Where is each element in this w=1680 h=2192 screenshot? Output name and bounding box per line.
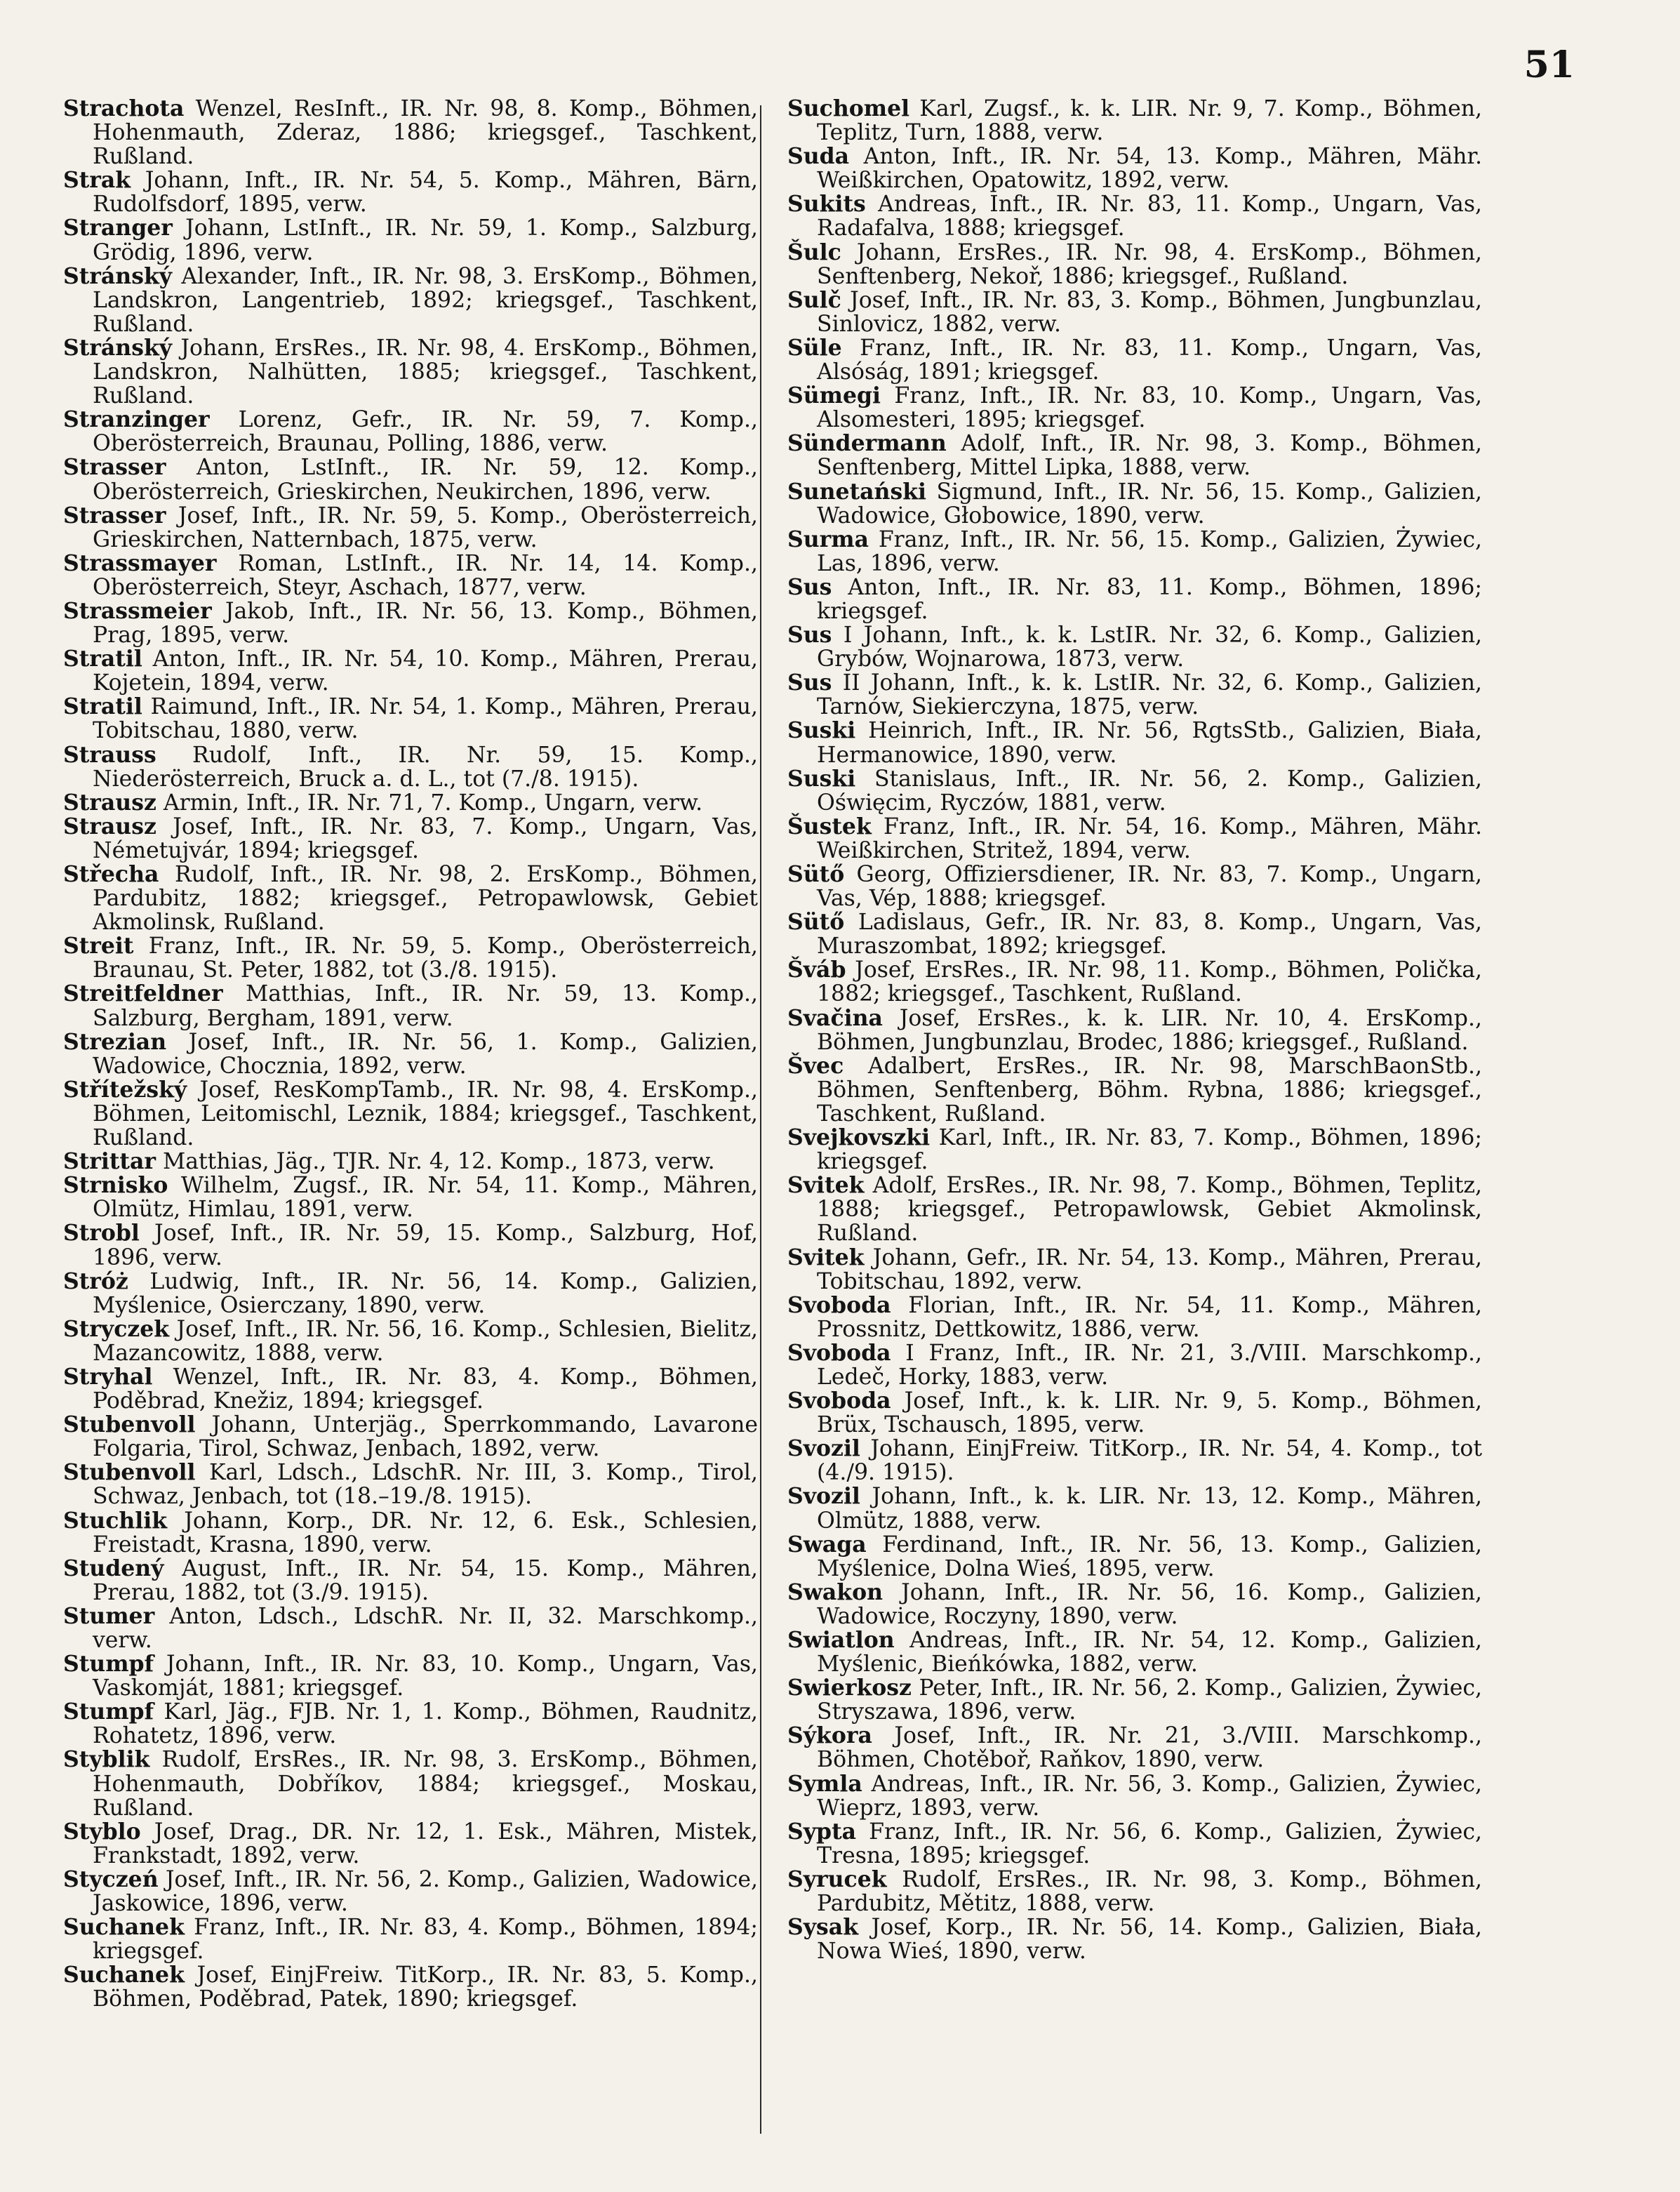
entry-details: Josef, Korp., IR. Nr. 56, 14. Komp., Galizien, Biała, Nowa Wieś, 1890, verw.	[817, 1915, 1482, 1965]
entry-surname: Stratil	[63, 646, 142, 672]
entry-details: Wenzel, Inft., IR. Nr. 83, 4. Komp., Böhmen, Poděbrad, Knežiz, 1894; kriegsgef.	[93, 1364, 758, 1414]
list-entry	[63, 1602, 758, 1653]
entry-surname: Stránský	[63, 263, 173, 289]
entry-details: Josef, Inft., IR. Nr. 83, 7. Komp., Ungarn, Vas, Németujvár, 1894; kriegsgef.	[93, 813, 758, 863]
list-entry	[63, 1030, 758, 1078]
list-entry	[787, 1915, 1482, 1963]
entry-surname: Studený	[63, 1555, 164, 1581]
entry-details: Ferdinand, Inft., IR. Nr. 56, 13. Komp., Galizien, Myślenice, Dolna Wieś, 1895, verw.	[817, 1532, 1482, 1581]
list-entry	[63, 1221, 758, 1269]
entry-surname: Strnisko	[63, 1172, 168, 1199]
list-entry	[63, 97, 758, 168]
list-entry	[787, 1054, 1482, 1126]
list-entry	[63, 1365, 758, 1413]
entry-details: Franz, Inft., IR. Nr. 83, 10. Komp., Ungarn, Vas, Alsomesteri, 1895; kriegsgef.	[817, 383, 1483, 433]
entry-surname: Stryczek	[63, 1315, 170, 1342]
entry-details: Rudolf, Inft., IR. Nr. 98, 2. ErsKomp., Böhmen, Pardubitz, 1882; kriegsgef., Petropawlowsk, Gebiet Akmolinsk, Rußland.	[93, 862, 758, 936]
entry-details: Armin, Inft., IR. Nr. 71, 7. Komp., Ungarn, verw.	[163, 790, 703, 816]
list-entry	[63, 695, 758, 743]
entry-details: Johann, Gefr., IR. Nr. 54, 13. Komp., Mähren, Prerau, Tobitschau, 1892, verw.	[817, 1244, 1482, 1294]
entry-details: Florian, Inft., IR. Nr. 54, 11. Komp., Mähren, Prossnitz, Dettkowitz, 1886, verw.	[817, 1292, 1483, 1342]
list-entry	[787, 1772, 1482, 1820]
entry-details: Anton, Inft., IR. Nr. 83, 11. Komp., Böhmen, 1896; kriegsgef.	[817, 574, 1483, 624]
list-entry	[787, 336, 1482, 384]
left-column	[63, 97, 758, 2012]
entry-details: Johann, Inft., k. k. LIR. Nr. 13, 12. Komp., Mähren, Olmütz, 1888, verw.	[817, 1484, 1482, 1534]
entry-surname: Svitek	[787, 1172, 865, 1199]
entry-surname: Sus	[787, 670, 832, 696]
entry-details: Josef, Inft., IR. Nr. 56, 16. Komp., Schlesien, Bielitz, Mazancowitz, 1888, verw.	[93, 1316, 759, 1366]
entry-details: August, Inft., IR. Nr. 54, 15. Komp., Mähren, Prerau, 1882, tot (3./9. 1915).	[93, 1555, 759, 1605]
column-divider	[760, 105, 761, 2134]
entry-details: Anton, Ldsch., LdschR. Nr. II, 32. Marschkomp., verw.	[93, 1603, 758, 1653]
entry-details: Johann, Inft., IR. Nr. 56, 16. Komp., Galizien, Wadowice, Roczyny, 1890, verw.	[817, 1579, 1482, 1629]
entry-surname: Styblik	[63, 1746, 150, 1773]
entry-surname: Svačina	[787, 1004, 883, 1031]
entry-surname: Strasser	[63, 454, 166, 481]
entry-surname: Stranzinger	[63, 406, 210, 433]
entry-details: Matthias, Inft., IR. Nr. 59, 13. Komp., Salzburg, Bergham, 1891, verw.	[93, 981, 759, 1031]
list-entry	[63, 1868, 758, 1915]
entry-details: Josef, Inft., k. k. LIR. Nr. 9, 5. Komp., Böhmen, Brüx, Tschausch, 1895, verw.	[817, 1388, 1482, 1438]
entry-details: Josef, EinjFreiw. TitKorp., IR. Nr. 83, 5. Komp., Böhmen, Poděbrad, Patek, 1890; kriegsgef.	[93, 1962, 758, 2012]
list-entry	[787, 767, 1482, 815]
list-entry	[787, 192, 1482, 240]
list-entry	[63, 934, 758, 982]
entry-details: Georg, Offiziersdiener, IR. Nr. 83, 7. Komp., Ungarn, Vas, Vép, 1888; kriegsgef.	[817, 862, 1483, 912]
list-entry	[63, 456, 758, 503]
entry-surname: Strassmeier	[63, 597, 212, 624]
entry-surname: Svozil	[787, 1483, 860, 1510]
entry-surname: Sus	[787, 573, 832, 600]
entry-details: Karl, Inft., IR. Nr. 83, 7. Komp., Böhmen, 1896; kriegsgef.	[817, 1125, 1482, 1175]
entry-details: Raimund, Inft., IR. Nr. 54, 1. Komp., Mähren, Prerau, Tobitschau, 1880, verw.	[93, 694, 759, 744]
entry-surname: Sus	[787, 622, 832, 649]
entry-details: Heinrich, Inft., IR. Nr. 56, RgtsStb., Galizien, Biała, Hermanowice, 1890, verw.	[817, 718, 1483, 768]
list-entry	[63, 1150, 758, 1174]
entry-surname: Sütő	[787, 861, 845, 887]
entry-surname: Svoboda	[787, 1291, 891, 1318]
list-entry	[787, 145, 1482, 192]
entry-details: Johann, Unterjäg., Sperrkommando, Lavarone Folgaria, Tirol, Schwaz, Jenbach, 1892, verw.	[93, 1412, 758, 1462]
entry-surname: Strasser	[63, 502, 166, 529]
entry-surname: Strausz	[63, 813, 156, 839]
entry-details: Rudolf, ErsRes., IR. Nr. 98, 3. Komp., Böhmen, Pardubitz, Mětitz, 1888, verw.	[817, 1866, 1482, 1917]
entry-surname: Stumpf	[63, 1699, 154, 1725]
list-entry	[63, 1078, 758, 1150]
list-entry	[787, 1628, 1482, 1676]
list-entry	[787, 1174, 1482, 1245]
entry-details: Josef, Inft., IR. Nr. 59, 15. Komp., Salzburg, Hof, 1896, verw.	[93, 1221, 758, 1270]
entry-details: Johann, Inft., IR. Nr. 83, 10. Komp., Ungarn, Vas, Vaskomját, 1881; kriegsgef.	[93, 1652, 759, 1701]
entry-details: Matthias, Jäg., TJR. Nr. 4, 12. Komp., 1873, verw.	[162, 1149, 715, 1175]
entry-surname: Strauss	[63, 741, 156, 768]
entry-surname: Styblo	[63, 1818, 141, 1845]
entry-details: II Johann, Inft., k. k. LstIR. Nr. 32, 6. Komp., Galizien, Tarnów, Siekierczyna, 1875, verw.	[817, 670, 1482, 720]
entry-surname: Svejkovszki	[787, 1124, 931, 1151]
list-entry	[63, 216, 758, 264]
list-entry	[787, 1724, 1482, 1772]
entry-surname: Suda	[787, 143, 850, 170]
list-entry	[787, 1533, 1482, 1581]
list-entry	[63, 1748, 758, 1819]
entry-details: Josef, ErsRes., IR. Nr. 98, 11. Komp., Böhmen, Polička, 1882; kriegsgef., Taschkent, Rußland.	[817, 957, 1482, 1007]
list-entry	[63, 265, 758, 336]
entry-details: Franz, Inft., IR. Nr. 83, 4. Komp., Böhmen, 1894; kriegsgef.	[93, 1915, 758, 1965]
entry-surname: Stuchlik	[63, 1507, 168, 1534]
list-entry	[63, 1509, 758, 1557]
entry-surname: Strausz	[63, 789, 156, 816]
entry-details: Johann, EinjFreiw. TitKorp., IR. Nr. 54, 4. Komp., tot (4./9. 1915).	[817, 1436, 1482, 1486]
entry-surname: Strachota	[63, 95, 185, 121]
list-entry	[63, 1174, 758, 1221]
entry-surname: Sukits	[787, 191, 866, 218]
entry-details: Josef, Inft., IR. Nr. 83, 3. Komp., Böhmen, Jungbunzlau, Sinlovicz, 1882, verw.	[817, 287, 1482, 337]
entry-surname: Suchanek	[63, 1962, 185, 1988]
list-entry	[787, 719, 1482, 766]
list-entry	[63, 1317, 758, 1365]
entry-details: Anton, Inft., IR. Nr. 54, 10. Komp., Mähren, Prerau, Kojetein, 1894, verw.	[93, 646, 758, 696]
entry-details: Andreas, Inft., IR. Nr. 56, 3. Komp., Galizien, Żywiec, Wieprz, 1893, verw.	[817, 1771, 1483, 1821]
list-entry	[787, 1004, 1482, 1055]
list-entry	[787, 480, 1482, 528]
list-entry	[63, 1963, 758, 2011]
list-entry	[63, 863, 758, 934]
entry-surname: Stubenvoll	[63, 1411, 196, 1438]
entry-surname: Střítežský	[63, 1076, 187, 1103]
entry-surname: Svozil	[787, 1435, 860, 1462]
list-entry	[787, 1581, 1482, 1628]
entry-details: Andreas, Inft., IR. Nr. 54, 12. Komp., Galizien, Myślenic, Bieńkówka, 1882, verw.	[817, 1628, 1482, 1678]
entry-surname: Stubenvoll	[63, 1459, 196, 1486]
entry-surname: Svoboda	[787, 1339, 891, 1366]
entry-surname: Sypta	[787, 1818, 857, 1845]
entry-surname: Suchanek	[63, 1914, 185, 1941]
list-entry	[787, 623, 1482, 671]
entry-details: Ladislaus, Gefr., IR. Nr. 83, 8. Komp., Ungarn, Vas, Muraszombat, 1892; kriegsgef.	[817, 910, 1482, 959]
entry-surname: Swiatlon	[787, 1627, 895, 1653]
entry-details: Stanislaus, Inft., IR. Nr. 56, 2. Komp., Galizien, Oświęcim, Ryczów, 1881, verw.	[817, 766, 1482, 816]
list-entry	[787, 1246, 1482, 1294]
entry-details: Johann, Korp., DR. Nr. 12, 6. Esk., Schlesien, Freistadt, Krasna, 1890, verw.	[93, 1508, 758, 1557]
entry-surname: Strobl	[63, 1220, 140, 1247]
entry-details: Adolf, Inft., IR. Nr. 98, 3. Komp., Böhmen, Senftenberg, Mittel Lipka, 1888, verw.	[817, 431, 1482, 481]
entry-details: Alexander, Inft., IR. Nr. 98, 3. ErsKomp., Böhmen, Landskron, Langentrieb, 1892; kriegsgef., Taschkent, Rußland.	[93, 263, 758, 337]
list-entry	[787, 910, 1482, 958]
entry-surname: Sümegi	[787, 383, 881, 409]
entry-surname: Symla	[787, 1770, 862, 1797]
entry-surname: Surma	[787, 526, 869, 552]
entry-surname: Šustek	[787, 813, 872, 839]
entry-surname: Sunetański	[787, 478, 926, 505]
entry-surname: Stránský	[63, 334, 173, 361]
entry-surname: Svoboda	[787, 1388, 891, 1414]
list-entry	[787, 1291, 1483, 1342]
entry-details: Johann, ErsRes., IR. Nr. 98, 4. ErsKomp., Böhmen, Landskron, Nalhütten, 1885; kriegsgef., Taschkent, Rußland.	[93, 335, 759, 409]
entry-surname: Suski	[787, 717, 856, 744]
list-entry	[787, 1676, 1482, 1724]
entry-surname: Stryhal	[63, 1363, 153, 1390]
entry-surname: Sütő	[787, 909, 845, 936]
list-entry	[787, 958, 1482, 1006]
entry-surname: Stranger	[63, 215, 173, 241]
list-entry	[63, 599, 758, 647]
entry-details: Ludwig, Inft., IR. Nr. 56, 14. Komp., Galizien, Myślenice, Osierczany, 1890, verw.	[93, 1268, 758, 1318]
entry-details: Johann, Inft., IR. Nr. 54, 5. Komp., Mähren, Bärn, Rudolfsdorf, 1895, verw.	[93, 168, 758, 218]
list-entry	[63, 504, 758, 552]
list-entry	[63, 982, 758, 1030]
right-column	[787, 97, 1482, 1963]
entry-details: Rudolf, ErsRes., IR. Nr. 98, 3. ErsKomp., Böhmen, Hohenmauth, Dobříkov, 1884; kriegsgef., Moskau, Rußland.	[93, 1747, 758, 1821]
entry-surname: Stratil	[63, 693, 142, 720]
list-entry	[787, 573, 1483, 624]
entry-details: Adolf, ErsRes., IR. Nr. 98, 7. Komp., Böhmen, Teplitz, 1888; kriegsgef., Petropawlowsk, Gebiet Akmolinsk, Rußland.	[817, 1173, 1482, 1247]
entry-details: Peter, Inft., IR. Nr. 56, 2. Komp., Galizien, Żywiec, Stryszawa, 1896, verw.	[817, 1675, 1483, 1725]
entry-details: Anton, LstInft., IR. Nr. 59, 12. Komp., Oberösterreich, Grieskirchen, Neukirchen, 1896, verw.	[93, 455, 758, 505]
entry-details: Franz, Inft., IR. Nr. 59, 5. Komp., Oberösterreich, Braunau, St. Peter, 1882, tot (3./8. 1915).	[93, 934, 759, 983]
entry-details: Karl, Ldsch., LdschR. Nr. III, 3. Komp., Tirol, Schwaz, Jenbach, tot (18.–19./8. 1915).	[93, 1460, 759, 1510]
entry-surname: Stumpf	[63, 1651, 154, 1678]
entry-details: Wilhelm, Zugsf., IR. Nr. 54, 11. Komp., Mähren, Olmütz, Himlau, 1891, verw.	[93, 1173, 758, 1223]
entry-surname: Streitfeldner	[63, 981, 223, 1007]
entry-surname: Šulc	[787, 239, 841, 265]
entry-details: Josef, Inft., IR. Nr. 59, 5. Komp., Oberösterreich, Grieskirchen, Natternbach, 1875, verw.	[93, 503, 758, 552]
entry-surname: Süle	[787, 334, 842, 361]
entry-details: Wenzel, ResInft., IR. Nr. 98, 8. Komp., Böhmen, Hohenmauth, Zderaz, 1886; kriegsgef., Taschkent, Rußland.	[93, 96, 759, 170]
entry-surname: Styczeń	[63, 1866, 159, 1892]
entry-details: Lorenz, Gefr., IR. Nr. 59, 7. Komp., Oberösterreich, Braunau, Polling, 1886, verw.	[93, 407, 759, 457]
entry-details: Josef, Drag., DR. Nr. 12, 1. Esk., Mähren, Mistek, Frankstadt, 1892, verw.	[93, 1819, 758, 1868]
entry-surname: Swakon	[787, 1579, 884, 1605]
list-entry	[63, 552, 758, 599]
entry-surname: Strak	[63, 167, 131, 194]
entry-surname: Syrucek	[787, 1866, 887, 1892]
entry-details: Sigmund, Inft., IR. Nr. 56, 15. Komp., Galizien, Wadowice, Głobowice, 1890, verw.	[817, 479, 1483, 529]
entry-details: Franz, Inft., IR. Nr. 54, 16. Komp., Mähren, Mähr. Weißkirchen, Stritež, 1894, verw.	[817, 813, 1482, 863]
entry-surname: Swierkosz	[787, 1675, 912, 1701]
list-entry	[787, 1389, 1482, 1437]
list-entry	[63, 1700, 758, 1748]
entry-details: Andreas, Inft., IR. Nr. 83, 11. Komp., Ungarn, Vas, Radafalva, 1888; kriegsgef.	[817, 192, 1482, 241]
entry-surname: Strittar	[63, 1148, 156, 1175]
entry-details: I Franz, Inft., IR. Nr. 21, 3./VIII. Marschkomp., Ledeč, Horky, 1883, verw.	[817, 1340, 1482, 1390]
entry-details: Karl, Zugsf., k. k. LIR. Nr. 9, 7. Komp., Böhmen, Teplitz, Turn, 1888, verw.	[817, 96, 1483, 146]
entry-details: Franz, Inft., IR. Nr. 56, 15. Komp., Galizien, Żywiec, Las, 1896, verw.	[817, 526, 1482, 576]
list-entry	[63, 1461, 758, 1508]
list-entry	[787, 384, 1482, 432]
list-entry	[787, 1126, 1482, 1174]
entry-details: I Johann, Inft., k. k. LstIR. Nr. 32, 6. Komp., Galizien, Grybów, Wojnarowa, 1873, verw.	[817, 623, 1483, 672]
entry-surname: Sulč	[787, 286, 841, 313]
list-entry	[787, 1484, 1482, 1532]
entry-surname: Suchomel	[787, 95, 910, 121]
entry-surname: Suski	[787, 765, 856, 792]
list-entry	[787, 1868, 1482, 1915]
list-entry	[63, 408, 758, 456]
list-entry	[787, 97, 1482, 145]
list-entry	[787, 288, 1482, 336]
entry-details: Josef, ErsRes., k. k. LIR. Nr. 10, 4. ErsKomp., Böhmen, Jungbunzlau, Brodec, 1886; kriegsgef., Rußland.	[817, 1005, 1482, 1055]
list-entry	[63, 336, 758, 408]
list-entry	[63, 791, 758, 815]
list-entry	[63, 815, 758, 863]
list-entry	[787, 1341, 1482, 1389]
list-entry	[787, 671, 1482, 719]
entry-surname: Streit	[63, 933, 134, 959]
entry-details: Anton, Inft., IR. Nr. 54, 13. Komp., Mähren, Mähr. Weißkirchen, Opatowitz, 1892, verw.	[817, 144, 1483, 194]
entry-details: Josef, Inft., IR. Nr. 21, 3./VIII. Marschkomp., Böhmen, Chotěboř, Raňkov, 1890, verw.	[817, 1723, 1482, 1773]
entry-details: Franz, Inft., IR. Nr. 56, 6. Komp., Galizien, Żywiec, Tresna, 1895; kriegsgef.	[817, 1819, 1482, 1868]
list-entry	[63, 1915, 758, 1963]
entry-details: Rudolf, Inft., IR. Nr. 59, 15. Komp., Niederösterreich, Bruck a. d. L., tot (7./8. 1915).	[93, 742, 759, 792]
entry-details: Roman, LstInft., IR. Nr. 14, 14. Komp., Oberösterreich, Steyr, Aschach, 1877, verw.	[93, 550, 759, 600]
entry-details: Josef, ResKompTamb., IR. Nr. 98, 4. ErsKomp., Böhmen, Leitomischl, Leznik, 1884; kriegsgef., Taschkent, Rußland.	[93, 1077, 758, 1151]
list-entry	[787, 863, 1482, 910]
entry-surname: Swaga	[787, 1531, 867, 1557]
entry-details: Karl, Jäg., FJB. Nr. 1, 1. Komp., Böhmen, Raudnitz, Rohatetz, 1896, verw.	[93, 1699, 759, 1749]
entry-surname: Sündermann	[787, 430, 947, 457]
entry-surname: Střecha	[63, 861, 159, 887]
entry-surname: Svitek	[787, 1244, 865, 1270]
entry-surname: Sysak	[787, 1914, 859, 1941]
list-entry	[787, 241, 1482, 288]
list-entry	[63, 1820, 758, 1868]
entry-surname: Stumer	[63, 1602, 155, 1629]
list-entry	[63, 743, 758, 791]
list-entry	[63, 647, 758, 695]
entry-details: Jakob, Inft., IR. Nr. 56, 13. Komp., Böhmen, Prag, 1895, verw.	[93, 598, 758, 649]
list-entry	[63, 1652, 758, 1700]
entry-details: Johann, LstInft., IR. Nr. 59, 1. Komp., Salzburg, Grödig, 1896, verw.	[93, 215, 759, 265]
list-entry	[63, 1413, 758, 1461]
list-entry	[787, 1820, 1482, 1868]
list-entry	[787, 1437, 1482, 1484]
entry-surname: Stróż	[63, 1268, 128, 1294]
page-number: 51	[1524, 44, 1575, 86]
list-entry	[787, 432, 1482, 479]
list-entry	[63, 1270, 758, 1317]
entry-details: Josef, Inft., IR. Nr. 56, 1. Komp., Galizien, Wadowice, Chocznia, 1892, verw.	[93, 1029, 758, 1079]
list-entry	[63, 1557, 758, 1605]
entry-details: Josef, Inft., IR. Nr. 56, 2. Komp., Galizien, Wadowice, Jaskowice, 1896, verw.	[93, 1866, 759, 1917]
list-entry	[787, 815, 1482, 863]
entry-surname: Strassmayer	[63, 550, 217, 576]
entry-surname: Šváb	[787, 957, 846, 983]
entry-surname: Strezian	[63, 1028, 167, 1055]
entry-details: Johann, ErsRes., IR. Nr. 98, 4. ErsKomp., Böhmen, Senftenberg, Nekoř, 1886; kriegsgef., Rußland.	[817, 239, 1482, 289]
entry-details: Adalbert, ErsRes., IR. Nr. 98, MarschBaonStb., Böhmen, Senftenberg, Böhm. Rybna, 1886; kriegsgef., Taschkent, Rußland.	[817, 1053, 1483, 1127]
list-entry	[63, 168, 758, 216]
entry-surname: Švec	[787, 1052, 844, 1079]
entry-surname: Sýkora	[787, 1722, 872, 1749]
list-entry	[787, 528, 1482, 576]
entry-details: Franz, Inft., IR. Nr. 83, 11. Komp., Ungarn, Vas, Alsóság, 1891; kriegsgef.	[817, 335, 1483, 385]
